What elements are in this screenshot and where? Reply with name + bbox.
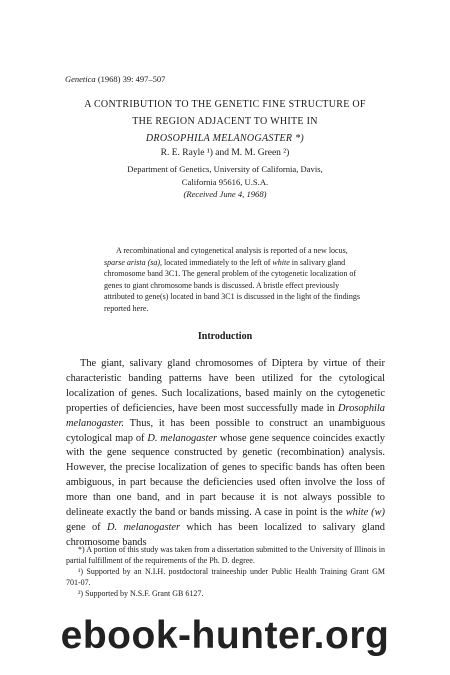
body-text (66, 357, 385, 551)
abstract (104, 245, 370, 315)
watermark: ebook-hunter.org (60, 614, 390, 657)
abstract-text-2: located immediately to the left of (162, 257, 273, 267)
abstract-text-3: in salivary gland chromosome band 3C1. The general problem of the cytogenetic localization of genes to giant chromosome bands is discussed. A bristle effect previously attributed to gene(s) located in band 3C1 is discussed in the light of the findings reported here. (104, 257, 360, 313)
body-text-4: gene of (66, 521, 107, 533)
title-line-2: THE REGION ADJACENT TO WHITE IN (132, 116, 318, 127)
journal-name: Genetica (65, 74, 96, 84)
abstract-em-2: white (272, 257, 290, 267)
footnote-2: ¹) Supported by an N.I.H. postdoctoral traineeship under Public Health Training Grant GM 701-07. (66, 567, 385, 587)
journal-ref: (1968) 39: 497–507 (97, 74, 166, 84)
body-text-3: whose gene sequence coincides exactly with the gene sequence constructed by genetic (recombination) analysis. However, the precise localization of genes to specific bands has often been ambiguous, in part because the deficiencies used often involve the loss of more than one band, and in part because it is not always possible to delineate exactly the band or bands missing. A case in point is the (66, 432, 385, 519)
affiliation (40, 163, 410, 201)
authors: R. E. Rayle ¹) and M. M. Green ²) (160, 148, 290, 158)
title-line-3: DROSOPHILA MELANOGASTER *) (145, 133, 305, 144)
journal-citation (65, 74, 165, 84)
abstract-paragraph (104, 245, 370, 315)
body-em-3: white (w) (345, 507, 385, 519)
affiliation-line-2: California 95616, U.S.A. (181, 176, 269, 187)
body-em-2: D. melanogaster (147, 432, 217, 444)
body-text-2: Thus, it has been possible to construct an unambiguous cytological map of (66, 417, 385, 444)
body-em-4: D. melanogaster (107, 521, 181, 533)
paper-title (40, 96, 410, 147)
body-text-1: The giant, salivary gland chromosomes of Diptera by virtue of their characteristic banding patterns have been utilized for the cytological localization of genes. Such localizations, based mainly on the cytogenetic properties of deficiencies, have been most successfully made in (66, 358, 385, 414)
footnote-3: ²) Supported by N.S.F. Grant GB 6127. (78, 589, 204, 598)
footnote-1: *) A portion of this study was taken from a dissertation submitted to the University of Illinois in partial fulfillment of the requirements of the Ph. D. degree. (66, 545, 385, 565)
body-text-5: which has been localized to salivary gland chromosome bands (66, 521, 385, 548)
abstract-em-1: sparse arista (sa), (104, 257, 163, 267)
body-em-1: Drosophila melanogaster. (66, 402, 385, 429)
title-line-1: A CONTRIBUTION TO THE GENETIC FINE STRUCTURE OF (84, 99, 366, 110)
received-date: (Received June 4, 1968) (183, 189, 267, 199)
section-heading: Introduction (197, 331, 253, 342)
affiliation-line-1: Department of Genetics, University of California, Davis, (127, 164, 323, 174)
body-paragraph (66, 357, 385, 551)
abstract-text-1: A recombinational and cytogenetical analysis is reported of a new locus, (116, 246, 348, 255)
footnotes (66, 544, 385, 599)
